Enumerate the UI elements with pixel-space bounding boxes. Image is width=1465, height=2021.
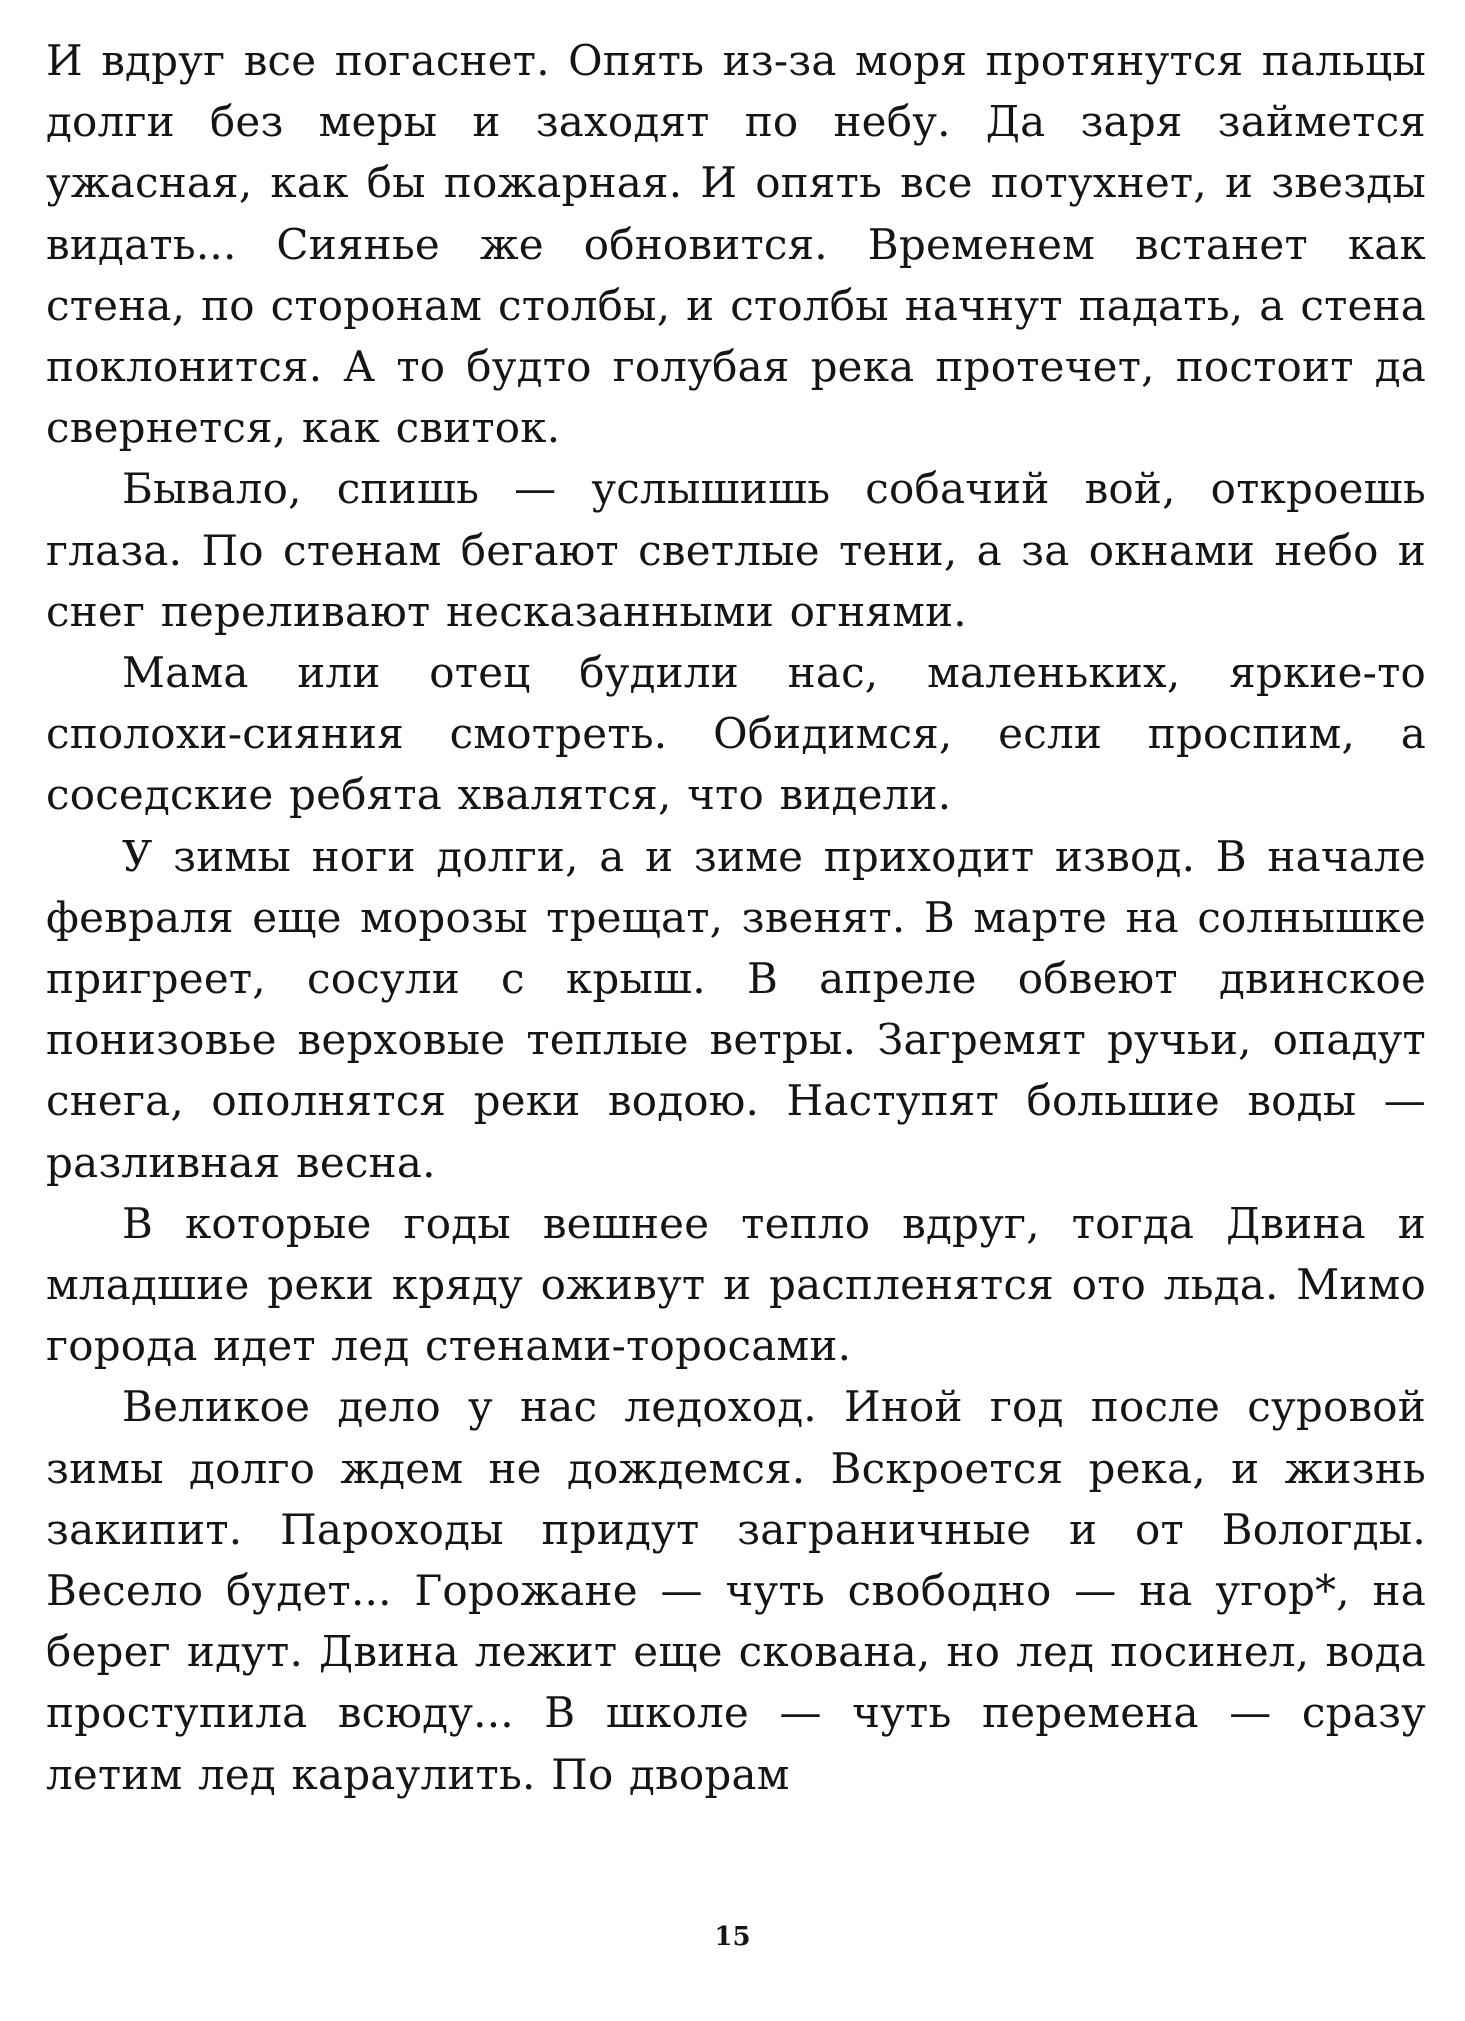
paragraph-6: Великое дело у нас ледоход. Иной год после суровой зимы долго ждем не дождемся. Вскроется река, и жизнь закипит. Пароходы придут заграничные и от Вологды. Весело будет... Горожане — чуть свободно — на угор*, на берег идут. Двина лежит еще скована, но лед посинел, вода проступила всюду... В школе — чуть перемена — сразу летим лед караулить. По дворам	[46, 1382, 1426, 1799]
paragraph-2: Бывало, спишь — услышишь собачий вой, откроешь глаза. По стенам бегают светлые тени, а за окнами небо и снег переливают несказанными огнями.	[46, 464, 1426, 636]
paragraph-4: У зимы ноги долги, а и зиме приходит извод. В начале февраля еще морозы трещат, звенят. В марте на солнышке пригреет, сосули с крыш. В апреле обвеют двинское понизовье верховые теплые ветры. Загремят ручьи, опадут снега, ополнятся реки водою. Наступят большие воды — разливная весна.	[46, 831, 1426, 1187]
paragraph-1: И вдруг все погаснет. Опять из-за моря протянутся пальцы долги без меры и заходят по небу. Да заря займется ужасная, как бы пожарная. И опять все потухнет, и звезды видать... Сиянье же обновится. Временем встанет как стена, по сторонам столбы, и столбы начнут падать, а стена поклонится. А то будто голубая река протечет, постоит да свернется, как свиток.	[46, 36, 1426, 453]
paragraph-5: В которые годы вешнее тепло вдруг, тогда Двина и младшие реки кряду оживут и распленятся ото льда. Мимо города идет лед стенами-торосами.	[46, 1198, 1426, 1371]
paragraph-3: Мама или отец будили нас, маленьких, яркие-то сполохи-сияния смотреть. Обидимся, если проспим, а соседские ребята хвалятся, что видели.	[46, 648, 1426, 820]
page-body	[46, 30, 1426, 1805]
page-number: 15	[714, 1922, 751, 1952]
